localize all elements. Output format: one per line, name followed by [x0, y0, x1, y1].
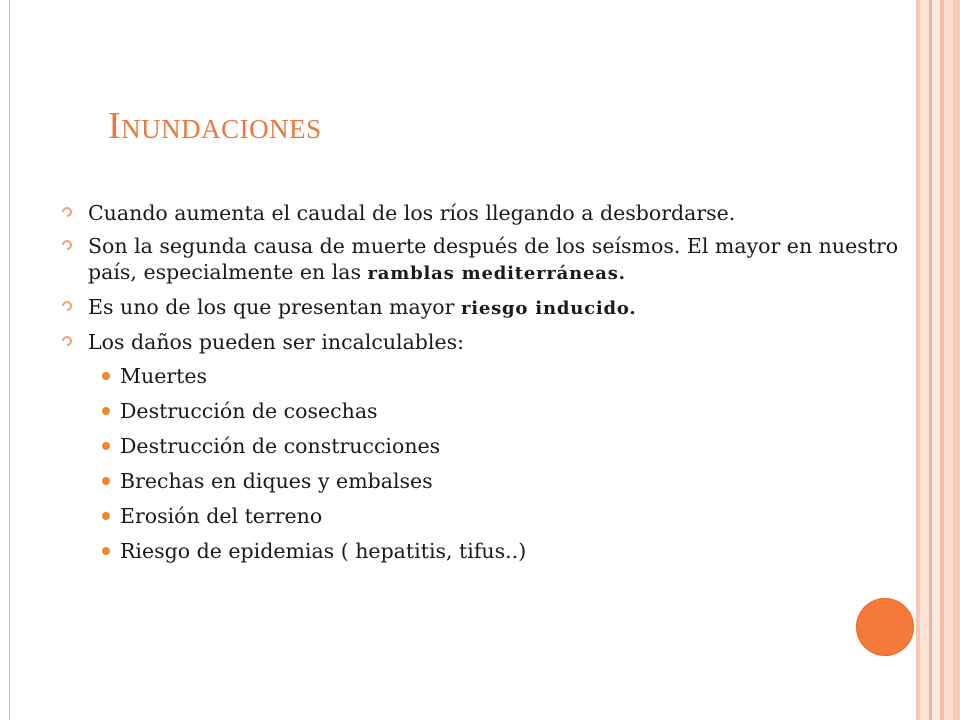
dot-bullet-icon	[102, 442, 110, 450]
bullet-bold-text: riesgo inducido.	[460, 298, 637, 319]
ring-bullet-icon	[60, 205, 74, 219]
dot-bullet-icon	[102, 372, 110, 380]
sub-bullet-text: Muertes	[120, 364, 208, 388]
dot-bullet-icon	[102, 547, 110, 555]
slide-title: Inundaciones	[108, 105, 322, 147]
bullet-text: Cuando aumenta el caudal de los ríos llegando a desbordarse.	[88, 201, 736, 225]
sub-bullet-item	[98, 538, 910, 564]
bullet-item	[60, 200, 910, 226]
bullet-text: Es uno de los que presentan mayor	[88, 295, 461, 319]
dot-bullet-icon	[102, 512, 110, 520]
sub-bullet-text: Destrucción de construcciones	[120, 434, 441, 458]
sub-bullet-item	[98, 468, 910, 494]
bullet-item	[60, 329, 910, 355]
dot-bullet-icon	[102, 407, 110, 415]
decorative-stripes	[916, 0, 960, 720]
sub-bullet-list	[98, 363, 910, 564]
sub-bullet-item	[98, 433, 910, 459]
ring-bullet-icon	[60, 334, 74, 348]
left-frame-line	[9, 0, 10, 720]
bullet-text: Los daños pueden ser incalculables:	[88, 330, 465, 354]
bullet-bold-text: ramblas mediterráneas.	[367, 263, 626, 284]
sub-bullet-text: Erosión del terreno	[120, 504, 323, 528]
dot-bullet-icon	[102, 477, 110, 485]
sub-bullet-item	[98, 363, 910, 389]
bullet-item	[60, 294, 910, 322]
decorative-circle	[856, 598, 914, 656]
sub-bullet-text: Riesgo de epidemias ( hepatitis, tifus..)	[120, 539, 527, 563]
bullet-item	[60, 233, 910, 287]
sub-bullet-text: Brechas en diques y embalses	[120, 469, 433, 493]
sub-bullet-item	[98, 503, 910, 529]
ring-bullet-icon	[60, 238, 74, 252]
main-bullet-list	[60, 200, 910, 355]
sub-bullet-text: Destrucción de cosechas	[120, 399, 378, 423]
slide-content	[60, 200, 910, 573]
sub-bullet-item	[98, 398, 910, 424]
bullet-text: Son la segunda causa de muerte después de los seísmos. El mayor en nuestro país, especialmente en las	[88, 234, 899, 284]
ring-bullet-icon	[60, 299, 74, 313]
